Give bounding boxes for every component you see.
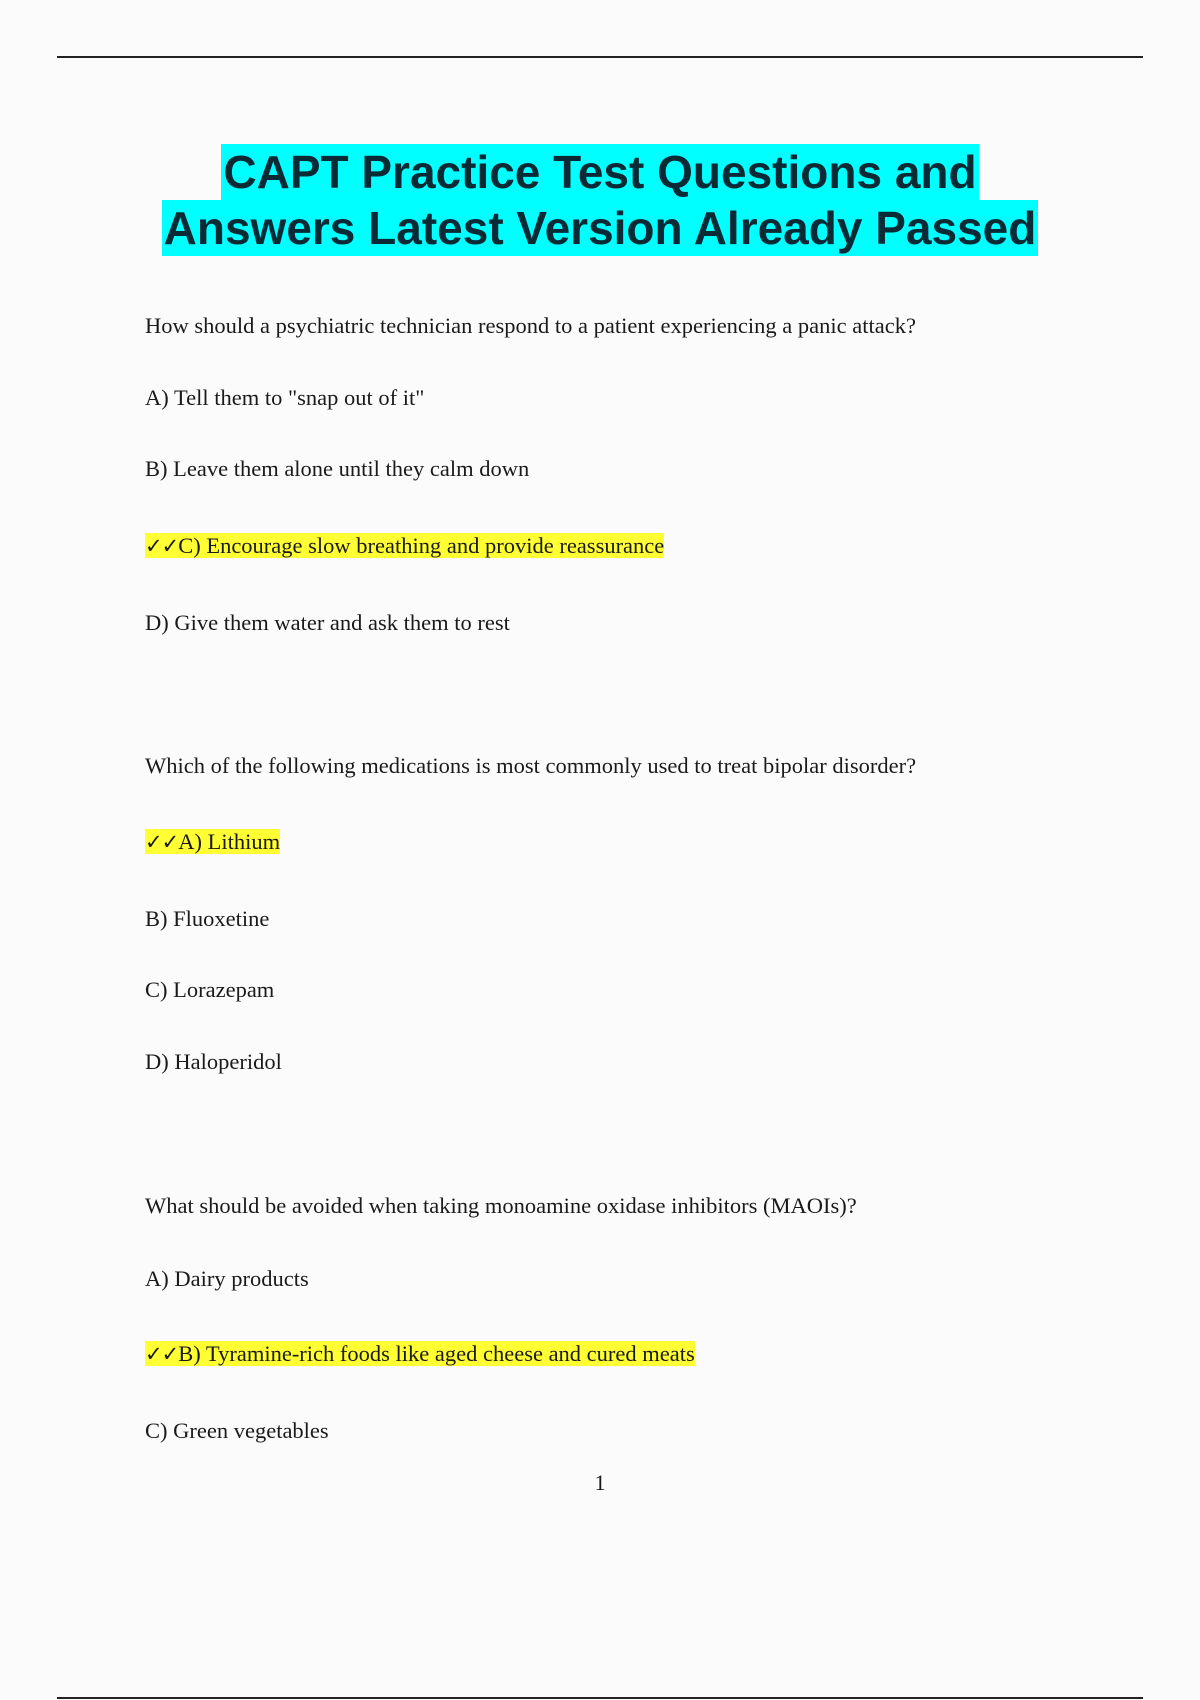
question-2-option-d: D) Haloperidol bbox=[145, 1049, 282, 1074]
correct-answer-text: B) Tyramine-rich foods like aged cheese and cured meats bbox=[178, 1341, 695, 1366]
document-title bbox=[0, 144, 1200, 256]
correct-answer-text: C) Encourage slow breathing and provide reassurance bbox=[178, 533, 665, 558]
question-2-text: Which of the following medications is most commonly used to treat bipolar disorder? bbox=[145, 753, 917, 778]
question-2-option-a-correct bbox=[145, 827, 280, 857]
check-mark-icon: ✓✓ bbox=[145, 1342, 179, 1366]
question-3-option-b-correct bbox=[145, 1339, 695, 1369]
question-2-option-b: B) Fluoxetine bbox=[145, 906, 270, 931]
question-3-option-a: A) Dairy products bbox=[145, 1266, 309, 1291]
question-1-text: How should a psychiatric technician respond to a patient experiencing a panic attack? bbox=[145, 313, 916, 338]
correct-answer-highlight bbox=[145, 533, 664, 558]
question-1-option-c-correct bbox=[145, 531, 664, 561]
correct-answer-highlight bbox=[145, 829, 280, 854]
check-mark-icon: ✓✓ bbox=[145, 830, 179, 854]
correct-answer-text: A) Lithium bbox=[178, 829, 281, 854]
question-1-option-a: A) Tell them to "snap out of it" bbox=[145, 385, 425, 410]
question-3-option-c: C) Green vegetables bbox=[145, 1418, 329, 1443]
check-mark-icon: ✓✓ bbox=[145, 534, 179, 558]
header-rule bbox=[57, 56, 1143, 58]
page-number: 1 bbox=[594, 1470, 606, 1495]
question-2-option-c: C) Lorazepam bbox=[145, 977, 275, 1002]
correct-answer-highlight bbox=[145, 1341, 695, 1366]
title-line-2: Answers Latest Version Already Passed bbox=[163, 202, 1037, 254]
title-line-1: CAPT Practice Test Questions and bbox=[223, 146, 977, 198]
question-1-option-d: D) Give them water and ask them to rest bbox=[145, 610, 510, 635]
footer-rule bbox=[57, 1697, 1143, 1699]
question-1-option-b: B) Leave them alone until they calm down bbox=[145, 456, 530, 481]
question-3-text: What should be avoided when taking monoamine oxidase inhibitors (MAOIs)? bbox=[145, 1193, 857, 1218]
